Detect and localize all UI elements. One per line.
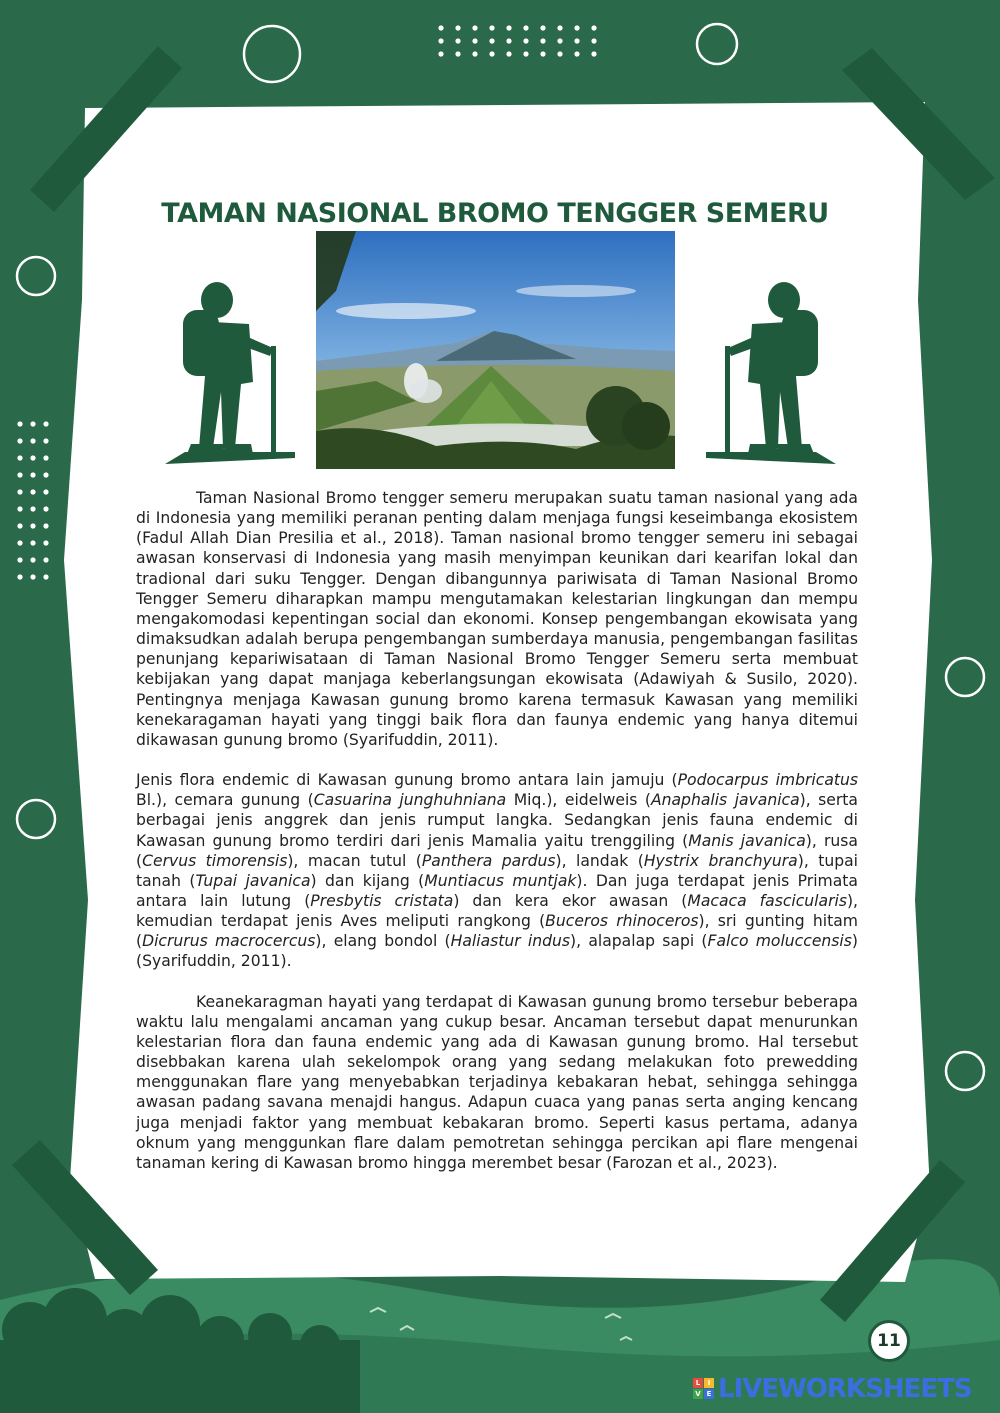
- species-name: Podocarpus imbricatus: [677, 771, 858, 790]
- species-name: Anaphalis javanica: [650, 791, 800, 810]
- p2-text: ), alapalap sapi (: [570, 932, 708, 951]
- paragraph-3: Keanekaragman hayati yang terdapat di Kawasan gunung bromo tersebur beberapa waktu lalu mengalami ancaman yang cukup besar. Ancaman tersebut dapat menurunkan kelestarian flora dan fauna endemic yang ada di Kawasan gunung bromo. Hal tersebut disebbakan karena ulah sekelompok orang yang sedang melakukan foto prewedding menggunakan flare yang menyebabkan terjadinya kebakaran hebat, sehingga sehingga awasan padang savana menajdi hangus. Adapun cuaca yang panas serta anging kencang juga menjadi faktor yang membuat kebakaran bromo. Seperti kasus pertama, adanya oknum yang menggunkan flare dalam pemotretan sehingga percikan api flare mengenai tanaman kering di Kawasan bromo hingga merembet besar (Farozan et al., 2023).: [136, 992, 858, 1172]
- species-name: Haliastur indus: [450, 932, 571, 951]
- hiker-silhouette-right: [706, 272, 836, 464]
- liveworksheets-logo-icon: [693, 1378, 715, 1400]
- logo-letter: V: [693, 1389, 703, 1399]
- page-title: TAMAN NASIONAL BROMO TENGGER SEMERU: [161, 198, 829, 230]
- p2-text: ), macan tutul (: [287, 851, 422, 870]
- logo-letter: E: [704, 1389, 714, 1399]
- species-name: Panthera pardus: [421, 851, 556, 870]
- p2-text: ). Dan juga terdapat jenis Primata antara lain lutung (: [136, 871, 858, 910]
- p2-text: ), serta berbagai jenis anggrek dan jenis rumput langka. Sedangkan jenis fauna endemic di Kawasan gunung bromo terdiri dari jenis Mamalia yaitu trenggiling (: [136, 791, 858, 850]
- species-name: Casuarina junghuhniana: [313, 791, 507, 810]
- p2-text: ), elang bondol (: [315, 932, 451, 951]
- paragraph-2: [136, 770, 858, 972]
- species-name: Hystrix branchyura: [643, 851, 798, 870]
- species-name: Presbytis cristata: [310, 891, 454, 910]
- p2-text: ), rusa (: [136, 831, 858, 870]
- p2-text: ), tupai tanah (: [136, 851, 859, 890]
- bromo-landscape-photo: [316, 231, 675, 469]
- p2-text: ), kemudian terdapat jenis Aves meliputi rangkong (: [136, 891, 858, 931]
- p2-text: ) dan kera ekor awasan (: [453, 891, 688, 910]
- species-name: Muntiacus muntjak: [424, 871, 577, 890]
- p2-text: Jenis flora endemic di Kawasan gunung bromo antara lain jamuju (: [136, 771, 678, 790]
- page-number: 11: [868, 1320, 910, 1362]
- species-name: Tupai javanica: [195, 871, 311, 890]
- p2-text: ), landak (: [555, 851, 644, 870]
- paragraph-1: Taman Nasional Bromo tengger semeru merupakan suatu taman nasional yang ada di Indonesia yang memiliki peranan penting dalam menjaga fungsi keseimbanga ekosistem (Fadul Allah Dian Presilia et al., 2018). Taman nasional bromo tengger semeru ini sebagai awasan konservasi di Indonesia yang masih menyimpan keunikan dari kearifan lokal dan tradional dari suku Tengger. Dengan dibangunnya pariwisata di Taman Nasional Bromo Tengger Semeru diharapkan mampu mengutamakan kelestarian lingkungan dan mempu mengakomodasi kepentingan social dan ekonomi. Konsep pengembangan ekowisata yang dimaksudkan adalah berupa pengembangan sumberdaya manusia, pengembangan fasilitas penunjang kepariwisataan di Taman Nasional Bromo Tengger Semeru serta membuat kebijakan yang dapat manjaga keberlangsungan ekowisata (Adawiyah & Susilo, 2020). Pentingnya menjaga Kawasan gunung bromo karena termasuk Kawasan yang memiliki kenekaragaman hayati yang tinggi baik flora dan faunya endemic yang hanya ditemui dikawasan gunung bromo (Syarifuddin, 2011).: [136, 489, 858, 749]
- species-name: Falco moluccensis: [707, 932, 852, 951]
- brand-name: LIVEWORKSHEETS: [718, 1374, 972, 1404]
- species-name: Macaca fascicularis: [687, 891, 847, 910]
- species-name: Cervus timorensis: [142, 851, 288, 870]
- p2-text: ) (Syarifuddin, 2011).: [136, 932, 858, 971]
- p2-text: Bl.), cemara gunung (: [136, 791, 314, 810]
- logo-letter: L: [693, 1378, 703, 1388]
- species-name: Manis javanica: [688, 831, 806, 850]
- species-name: Buceros rhinoceros: [545, 912, 699, 931]
- hiker-silhouette-left: [165, 272, 295, 464]
- article-body: [136, 488, 858, 1193]
- p2-text: ), sri gunting hitam (: [136, 912, 858, 951]
- p2-text: ) dan kijang (: [310, 871, 425, 890]
- species-name: Dicrurus macrocercus: [142, 932, 316, 951]
- liveworksheets-brand[interactable]: [693, 1374, 972, 1404]
- p2-text: Miq.), eidelweis (: [506, 791, 651, 810]
- logo-letter: I: [704, 1378, 714, 1388]
